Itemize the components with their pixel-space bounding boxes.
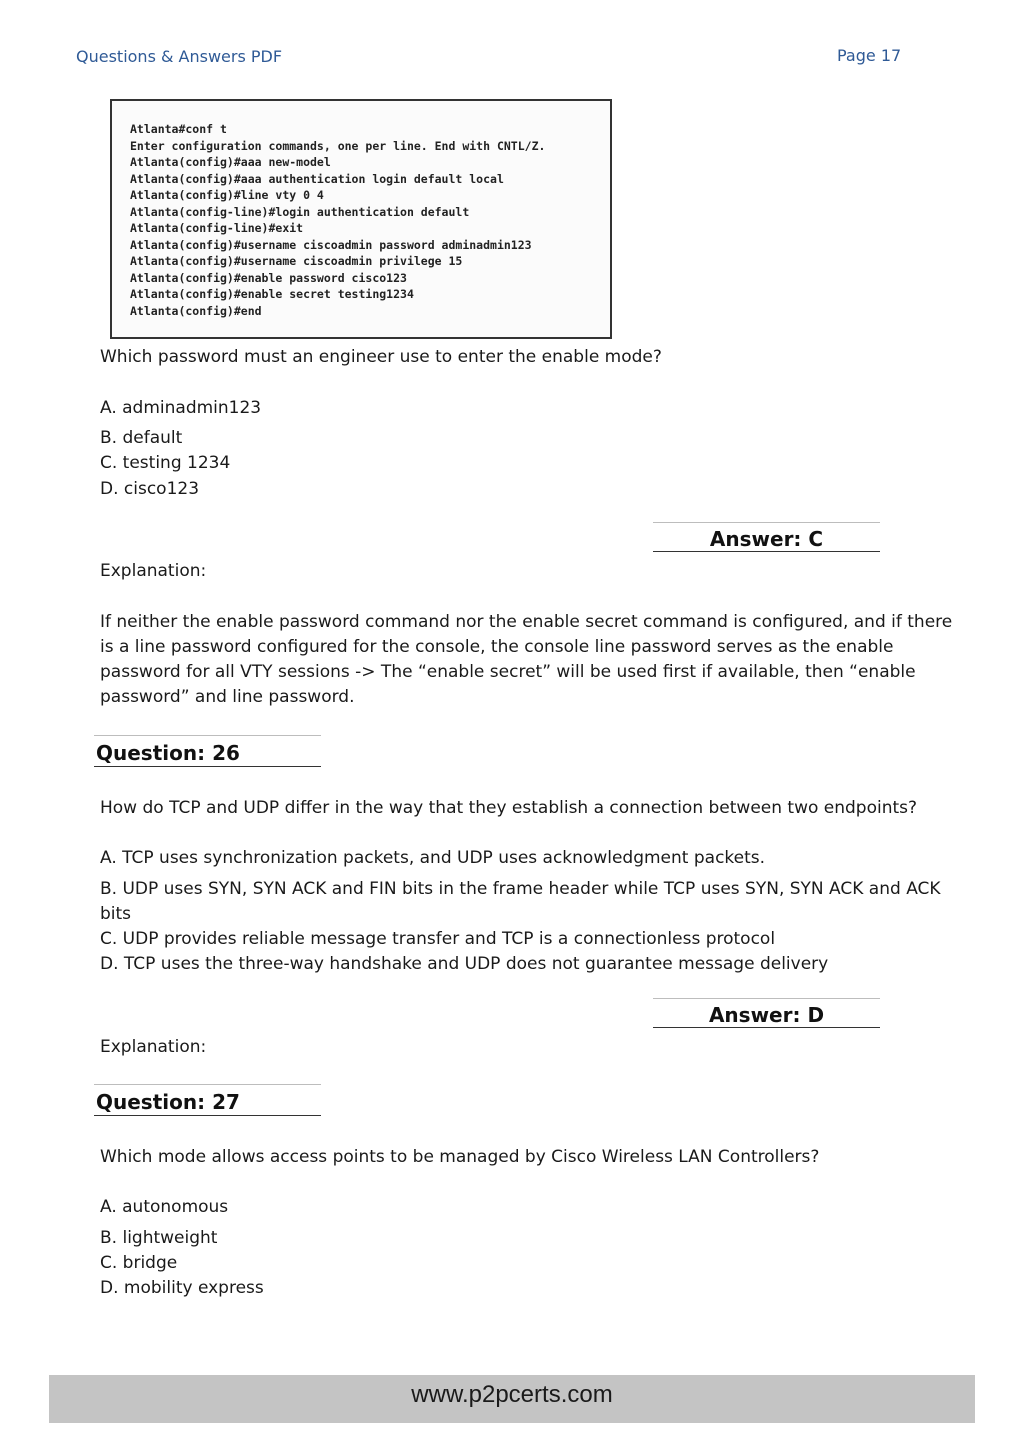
header-title: Questions & Answers PDF xyxy=(76,47,283,66)
cli-line: Enter configuration commands, one per line. End with CNTL/Z. xyxy=(130,138,546,153)
q25-option-c: C. testing 1234 xyxy=(100,453,231,473)
cli-line: Atlanta(config)#enable secret testing1234 xyxy=(130,287,414,301)
cli-line: Atlanta(config)#enable password cisco123 xyxy=(130,270,407,285)
cli-line: Atlanta(config)#aaa authentication login default local xyxy=(130,171,504,186)
cli-line: Atlanta(config)#username ciscoadmin password adminadmin123 xyxy=(130,237,532,252)
q26-option-c: C. UDP provides reliable message transfer and TCP is a connectionless protocol xyxy=(100,929,776,949)
q26-option-d: D. TCP uses the three-way handshake and UDP does not guarantee message delivery xyxy=(100,954,829,974)
page-number: Page 17 xyxy=(837,46,902,65)
q25-answer: Answer: C xyxy=(709,527,824,551)
q25-explanation-label: Explanation: xyxy=(100,561,207,581)
footer-bar xyxy=(49,1375,975,1423)
q26-answer-box xyxy=(653,998,880,1028)
q26-option-b-cont: bits xyxy=(100,904,132,924)
q26-question-text: How do TCP and UDP differ in the way that they establish a connection between two endpoints? xyxy=(100,798,918,818)
q26-option-a: A. TCP uses synchronization packets, and UDP uses acknowledgment packets. xyxy=(100,848,766,868)
q26-heading: Question: 26 xyxy=(96,741,240,765)
cli-line: Atlanta(config)#line vty 0 4 xyxy=(130,188,324,202)
q26-heading-box xyxy=(94,735,321,767)
q26-answer: Answer: D xyxy=(708,1003,825,1027)
cli-line: Atlanta(config)#aaa new-model xyxy=(130,155,331,169)
q25-option-b: B. default xyxy=(100,428,183,448)
footer-url[interactable]: www.p2pcerts.com xyxy=(411,1381,613,1408)
cli-line: Atlanta(config)#end xyxy=(130,303,262,318)
q27-question-text: Which mode allows access points to be managed by Cisco Wireless LAN Controllers? xyxy=(100,1147,820,1167)
q25-option-a: A. adminadmin123 xyxy=(100,398,262,418)
cli-config-screenshot xyxy=(110,99,612,339)
q27-option-c: C. bridge xyxy=(100,1253,178,1273)
q27-heading-box xyxy=(94,1084,321,1116)
q26-explanation-label: Explanation: xyxy=(100,1037,207,1057)
cli-line: Atlanta(config)#username ciscoadmin privilege 15 xyxy=(130,254,463,268)
q27-option-a: A. autonomous xyxy=(100,1197,229,1217)
q25-option-d: D. cisco123 xyxy=(100,479,200,499)
q26-option-b: B. UDP uses SYN, SYN ACK and FIN bits in the frame header while TCP uses SYN, SYN ACK and ACK xyxy=(100,879,941,899)
cli-line: Atlanta(config-line)#login authentication default xyxy=(130,204,470,219)
q27-option-d: D. mobility express xyxy=(100,1278,264,1298)
q25-question-text: Which password must an engineer use to enter the enable mode? xyxy=(100,347,662,367)
cli-line: Atlanta(config-line)#exit xyxy=(130,221,304,235)
q27-option-b: B. lightweight xyxy=(100,1228,218,1248)
q27-heading: Question: 27 xyxy=(96,1090,240,1114)
q25-explanation-text: If neither the enable password command nor the enable secret command is configured, and if there is a line password configured for the console, the console line password serves as the enable password for all VTY sessions -> The “enable secret” will be used first if available, then “enable password” and line password. xyxy=(100,612,953,707)
q25-answer-box xyxy=(653,522,880,552)
cli-line: Atlanta#conf t xyxy=(130,122,227,136)
